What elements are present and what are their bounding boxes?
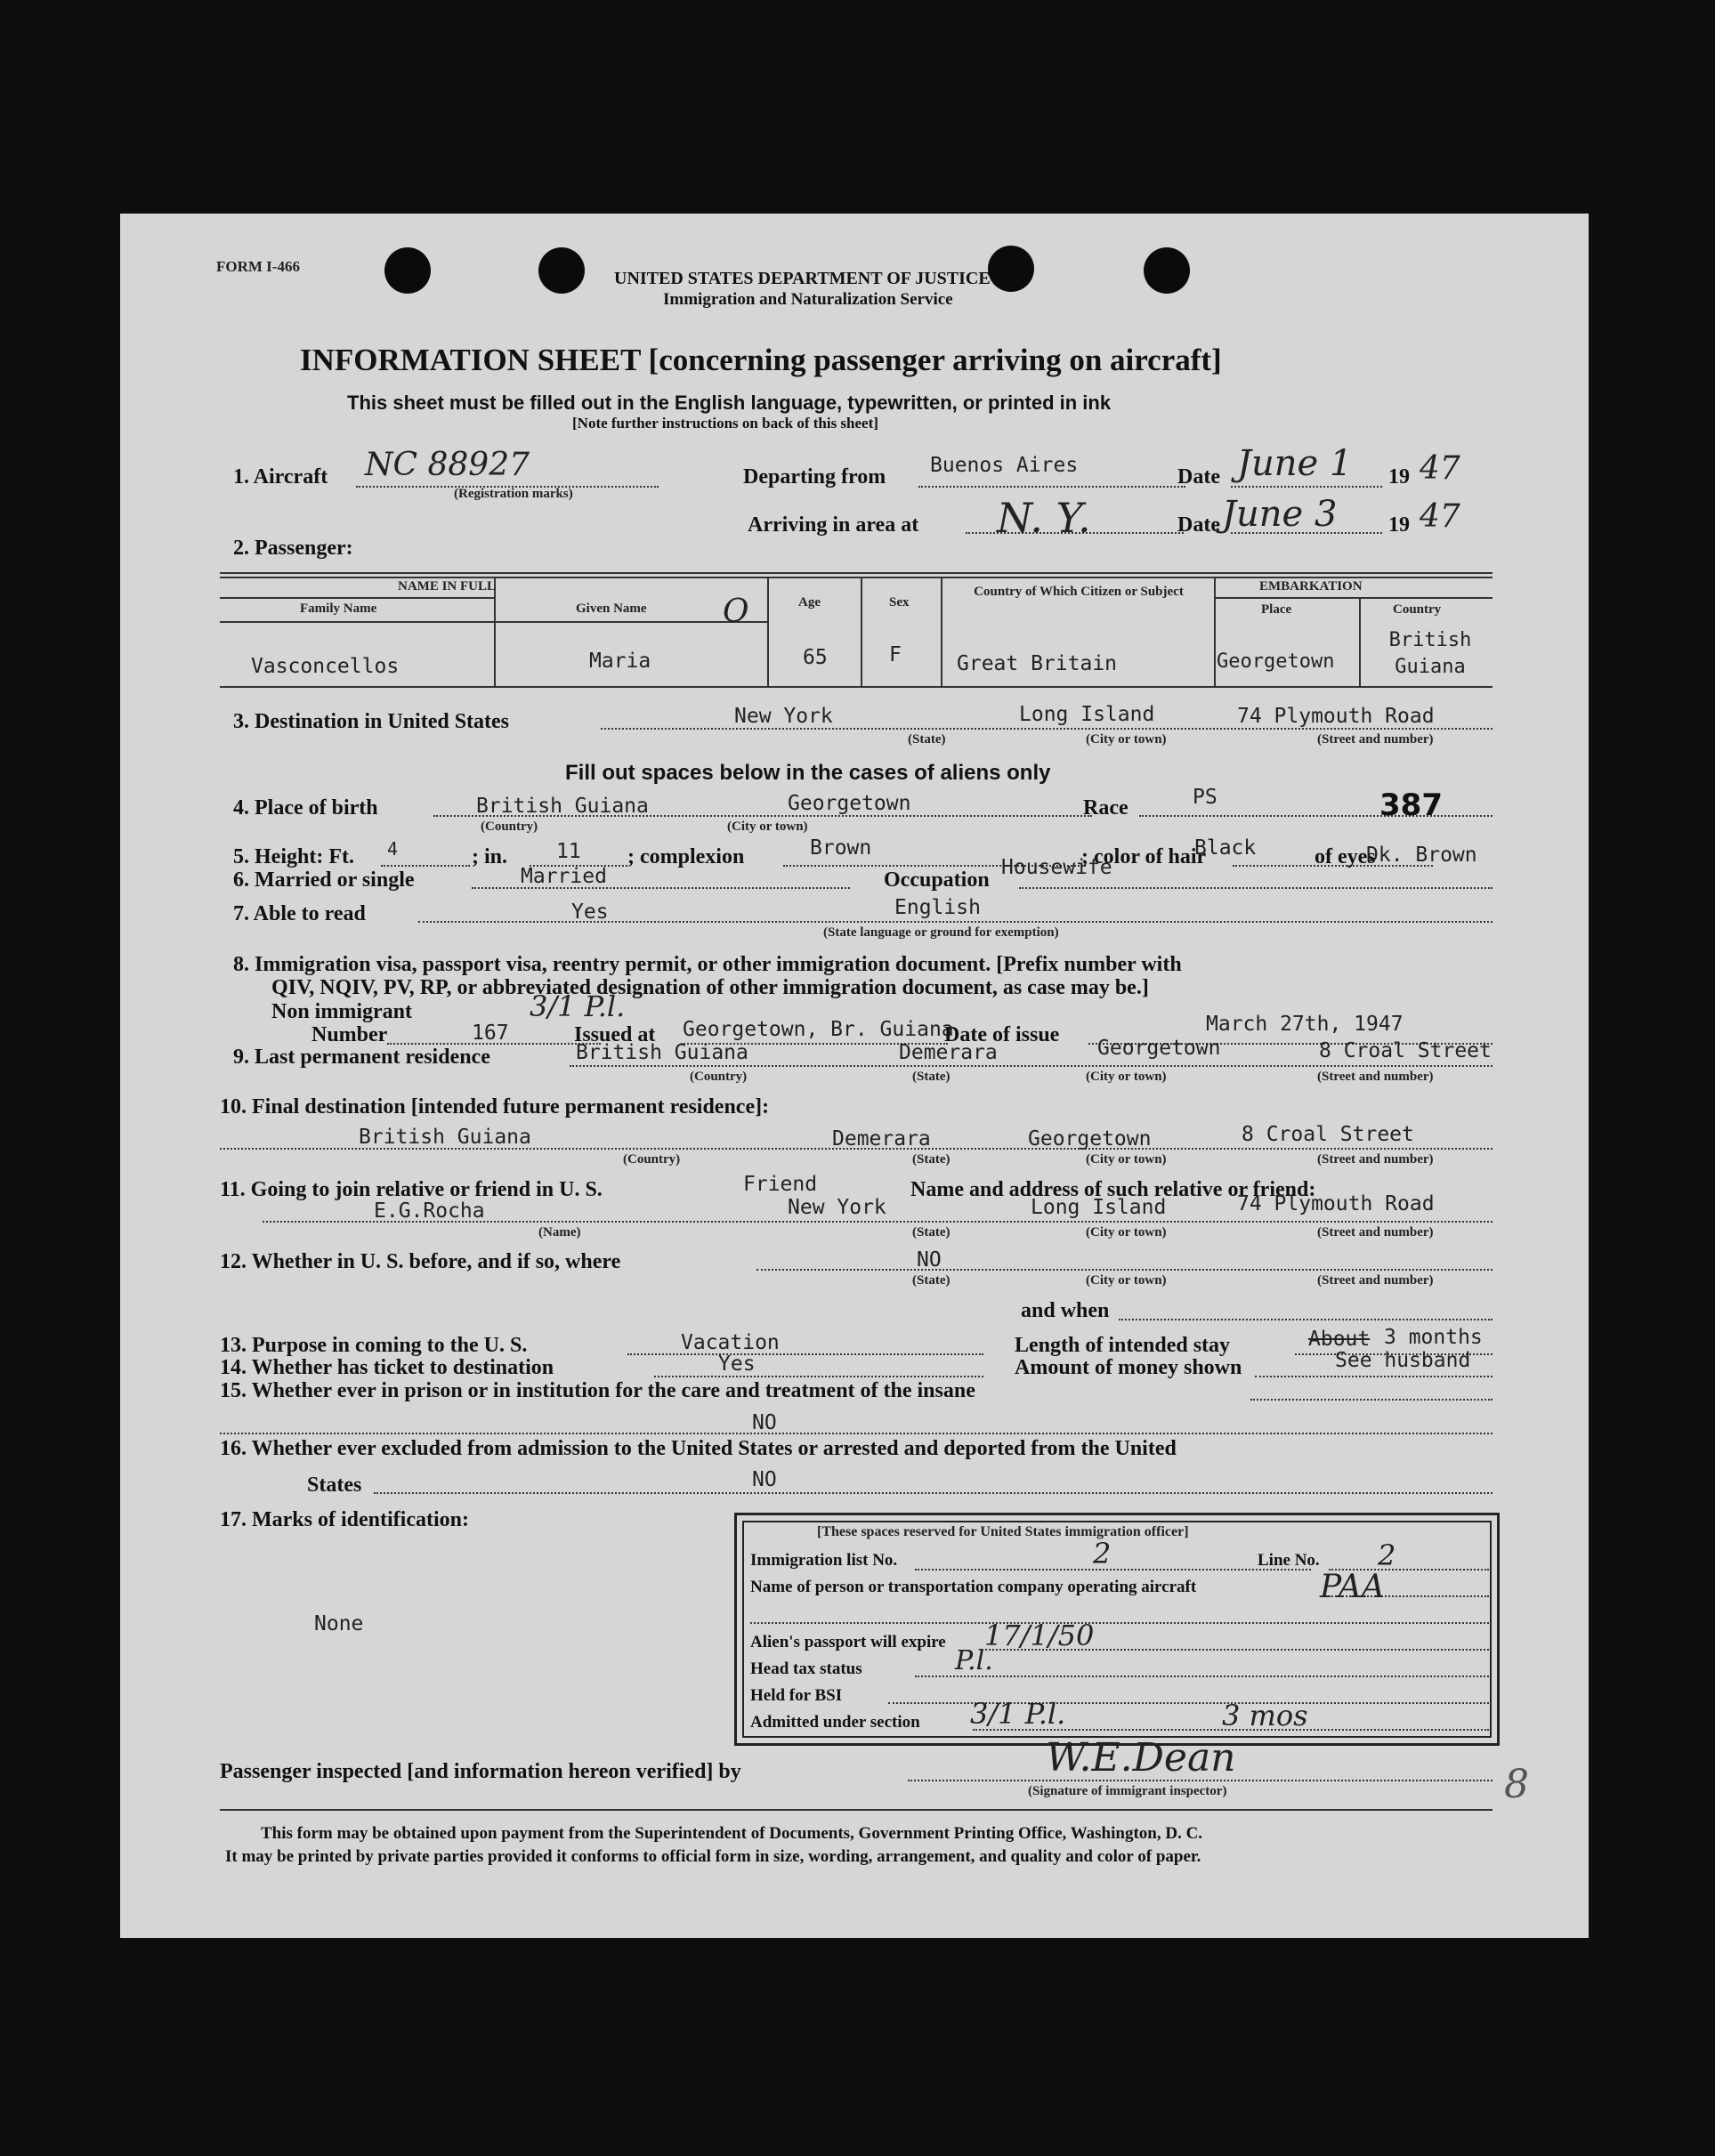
- relative-state: New York: [788, 1196, 886, 1219]
- race-value: PS: [1193, 786, 1217, 809]
- passenger-label: 2. Passenger:: [233, 537, 353, 560]
- last-residence-label: 9. Last permanent residence: [233, 1046, 490, 1069]
- prison-line: [1250, 1399, 1493, 1401]
- header-embarkation: EMBARKATION: [1259, 579, 1363, 594]
- language-caption: (State language or ground for exemption): [823, 925, 1059, 940]
- given-name-mark: O: [723, 594, 749, 630]
- header-name-in-full: NAME IN FULL: [398, 579, 497, 594]
- date-issue-value: March 27th, 1947: [1206, 1013, 1404, 1036]
- section-label: Admitted under section: [750, 1713, 920, 1732]
- family-name-value: Vasconcellos: [251, 655, 400, 678]
- head-tax-value: P.l.: [955, 1645, 993, 1676]
- form-instruction: This sheet must be filled out in the English language, typewritten, or printed in ink: [347, 392, 1112, 414]
- destination-label: 3. Destination in United States: [233, 710, 510, 733]
- final-destination-city: Georgetown: [1028, 1127, 1152, 1151]
- excluded-label-2: States: [307, 1474, 362, 1497]
- previous-visit-line: [756, 1269, 1493, 1271]
- street-caption: (Street and number): [1317, 1225, 1434, 1239]
- last-residence-line: [570, 1065, 1493, 1067]
- marital-value: Married: [521, 865, 607, 888]
- identification-label: 17. Marks of identification:: [220, 1508, 469, 1531]
- list-value: 2: [1093, 1537, 1112, 1571]
- complexion-value: Brown: [810, 836, 872, 860]
- relative-name-label: Name and address of such relative or friend:: [910, 1178, 1316, 1201]
- header-sex: Sex: [889, 595, 910, 610]
- read-label: 7. Able to read: [233, 902, 366, 925]
- ticket-line: [654, 1376, 983, 1377]
- passenger-table: [220, 572, 1493, 688]
- city-caption: (City or town): [1086, 1152, 1167, 1167]
- country-caption: (Country): [690, 1070, 748, 1084]
- service-name: Immigration and Naturalization Service: [663, 290, 953, 309]
- arrive-year-prefix: 19: [1388, 513, 1410, 537]
- prison-label: 15. Whether ever in prison or in institution for the care and treatment of the insane: [220, 1379, 975, 1402]
- excluded-value: NO: [752, 1468, 777, 1491]
- race-label: Race: [1083, 796, 1129, 820]
- list-line: [915, 1569, 1311, 1571]
- prison-value: NO: [752, 1411, 777, 1434]
- officer-box: [734, 1513, 1500, 1746]
- prison-line-2: [220, 1433, 1493, 1434]
- stay-struck-value: About: [1308, 1328, 1371, 1351]
- aircraft-value: NC 88927: [365, 447, 530, 483]
- occupation-line: [1019, 887, 1493, 889]
- punch-hole: [988, 246, 1034, 292]
- departing-value: Buenos Aires: [930, 454, 1079, 477]
- last-residence-country: British Guiana: [576, 1041, 748, 1064]
- feet-line: [381, 865, 470, 867]
- street-caption: (Street and number): [1317, 1152, 1434, 1167]
- complexion-label: ; complexion: [627, 845, 745, 868]
- signature-caption: (Signature of immigrant inspector): [1028, 1784, 1227, 1798]
- form-note: [Note further instructions on back of this sheet]: [572, 415, 878, 432]
- depart-year-prefix: 19: [1388, 465, 1410, 489]
- money-line: [1255, 1376, 1493, 1377]
- arrive-year-value: 47: [1420, 498, 1460, 535]
- last-residence-city: Georgetown: [1097, 1037, 1221, 1060]
- height-label: 5. Height: Ft.: [233, 845, 354, 868]
- operator-value: PAA: [1320, 1569, 1385, 1605]
- final-destination-state: Demerara: [832, 1127, 931, 1151]
- destination-line: [601, 728, 1493, 730]
- non-immigrant-label: Non immigrant: [271, 1000, 412, 1023]
- inspector-signature: W.E.Dean: [1046, 1735, 1236, 1781]
- eyes-value: Dk. Brown: [1366, 844, 1477, 867]
- street-caption: (Street and number): [1317, 1273, 1434, 1288]
- bsi-label: Held for BSI: [750, 1686, 843, 1705]
- relative-street: 74 Plymouth Road: [1237, 1192, 1435, 1215]
- department-name: UNITED STATES DEPARTMENT OF JUSTICE: [614, 269, 991, 288]
- margin-mark: 8: [1504, 1762, 1529, 1807]
- excluded-line: [374, 1492, 1493, 1494]
- line-label: Line No.: [1258, 1551, 1320, 1570]
- form-title: INFORMATION SHEET [concerning passenger arriving on aircraft]: [300, 343, 1222, 377]
- state-caption: (State): [912, 1273, 951, 1288]
- head-tax-line: [915, 1676, 1489, 1677]
- final-destination-country: British Guiana: [359, 1126, 531, 1149]
- state-caption: (State): [912, 1152, 951, 1167]
- registration-caption: (Registration marks): [454, 487, 573, 501]
- departing-line: [918, 486, 1185, 488]
- header-age: Age: [798, 595, 821, 610]
- header-family-name: Family Name: [300, 602, 377, 616]
- officer-blank-line: [750, 1622, 1489, 1624]
- visa-number: 167: [472, 1021, 509, 1045]
- passport-expire-label: Alien's passport will expire: [750, 1633, 946, 1651]
- identification-value: None: [314, 1612, 364, 1635]
- occupation-label: Occupation: [884, 868, 990, 892]
- punch-hole: [1144, 247, 1190, 294]
- city-caption: (City or town): [1086, 1225, 1167, 1239]
- purpose-value: Vacation: [681, 1331, 780, 1354]
- inches-label: ; in.: [472, 845, 508, 868]
- hair-value: Black: [1194, 836, 1257, 860]
- punch-hole: [384, 247, 431, 294]
- occupation-value: Housewife: [1001, 856, 1112, 879]
- state-caption: (State): [912, 1070, 951, 1084]
- ticket-label: 14. Whether has ticket to destination: [220, 1356, 554, 1379]
- issued-at-label: Issued at: [574, 1023, 656, 1046]
- final-destination-street: 8 Croal Street: [1242, 1123, 1414, 1146]
- read-language: English: [894, 896, 981, 919]
- stay-value: 3 months: [1384, 1326, 1483, 1349]
- money-value: See husband: [1335, 1349, 1471, 1372]
- header-country: Country of Which Citizen or Subject: [974, 585, 1184, 599]
- birth-city: Georgetown: [788, 792, 911, 815]
- destination-street: 74 Plymouth Road: [1237, 705, 1435, 728]
- birthplace-label: 4. Place of birth: [233, 796, 378, 820]
- country-caption: (Country): [623, 1152, 681, 1167]
- city-caption: (City or town): [1086, 732, 1167, 747]
- aliens-heading: Fill out spaces below in the cases of aliens only: [565, 761, 1051, 785]
- when-line: [1119, 1319, 1493, 1320]
- departing-label: Departing from: [743, 465, 886, 489]
- excluded-label: 16. Whether ever excluded from admission to the United States or arrested and deported from the United: [220, 1437, 1177, 1460]
- operator-label: Name of person or transportation company operating aircraft: [750, 1578, 1197, 1596]
- depart-date-label: Date: [1177, 465, 1220, 489]
- visa-label: 8. Immigration visa, passport visa, reentry permit, or other immigration document. [Prefix number with: [233, 953, 1182, 976]
- height-inches: 11: [556, 840, 581, 863]
- visa-number-label: Number: [311, 1023, 388, 1046]
- when-label: and when: [1021, 1299, 1110, 1322]
- hair-label: ; color of hair: [1081, 845, 1207, 868]
- embarkation-country-value: British Guiana: [1388, 629, 1472, 678]
- arriving-value: N. Y.: [997, 494, 1091, 542]
- header-emb-country: Country: [1393, 602, 1442, 617]
- join-relative-value: Friend: [743, 1173, 818, 1196]
- city-caption: (City or town): [1086, 1070, 1167, 1084]
- destination-city: Long Island: [1019, 703, 1155, 726]
- footer-line-2: It may be printed by private parties provided it conforms to official form in size, wording, arrangement, and quality and color of paper.: [225, 1847, 1201, 1866]
- eyes-label: of eyes: [1315, 845, 1376, 868]
- arriving-label: Arriving in area at: [748, 513, 919, 537]
- destination-state: New York: [734, 705, 833, 728]
- purpose-label: 13. Purpose in coming to the U. S.: [220, 1334, 528, 1357]
- last-residence-street: 8 Croal Street: [1319, 1039, 1492, 1062]
- arrive-date-label: Date: [1177, 513, 1220, 537]
- head-tax-label: Head tax status: [750, 1659, 862, 1678]
- street-caption: (Street and number): [1317, 1070, 1434, 1084]
- inspection-label: Passenger inspected [and information hereon verified] by: [220, 1760, 741, 1783]
- country-caption: (Country): [481, 820, 538, 834]
- depart-year-value: 47: [1420, 450, 1460, 487]
- depart-date-line: [1231, 486, 1382, 488]
- aircraft-label: 1. Aircraft: [233, 465, 328, 489]
- depart-date-value: June 1: [1237, 443, 1353, 484]
- header-given-name: Given Name: [576, 602, 647, 616]
- section-value: 3/1 P.l.: [970, 1697, 1066, 1731]
- last-residence-state: Demerara: [899, 1041, 998, 1064]
- footer-rule: [220, 1809, 1493, 1811]
- form-sheet: [120, 214, 1589, 1938]
- given-name-value: Maria: [589, 650, 651, 673]
- punch-hole: [538, 247, 585, 294]
- street-caption: (Street and number): [1317, 732, 1434, 747]
- visa-label-2: QIV, NQIV, PV, RP, or abbreviated designation of other immigration document, as case may be.]: [271, 976, 1149, 999]
- sex-value: F: [889, 643, 902, 666]
- ticket-value: Yes: [718, 1353, 756, 1376]
- age-value: 65: [803, 646, 828, 669]
- embarkation-place-value: Georgetown: [1217, 650, 1335, 673]
- relative-city: Long Island: [1031, 1196, 1167, 1219]
- birth-country: British Guiana: [476, 795, 649, 818]
- date-issue-label: Date of issue: [944, 1023, 1060, 1046]
- money-label: Amount of money shown: [1015, 1356, 1242, 1379]
- join-relative-label: 11. Going to join relative or friend in U. S.: [220, 1178, 603, 1201]
- read-value: Yes: [571, 900, 609, 924]
- form-number: FORM I-466: [216, 258, 300, 275]
- previous-visit-value: NO: [917, 1248, 942, 1272]
- relative-name: E.G.Rocha: [374, 1199, 485, 1223]
- section-term: 3 mos: [1222, 1699, 1308, 1732]
- officer-box-title: [These spaces reserved for United States immigration officer]: [817, 1524, 1189, 1539]
- marital-label: 6. Married or single: [233, 868, 415, 892]
- final-destination-label: 10. Final destination [intended future permanent residence]:: [220, 1095, 770, 1118]
- visa-mark: 3/1 P.l.: [530, 989, 626, 1023]
- state-caption: (State): [908, 732, 946, 747]
- header-place: Place: [1261, 602, 1292, 617]
- city-caption: (City or town): [727, 820, 808, 834]
- list-label: Immigration list No.: [750, 1551, 898, 1570]
- arrive-date-value: June 3: [1222, 494, 1338, 535]
- city-caption: (City or town): [1086, 1273, 1167, 1288]
- passport-expire-value: 17/1/50: [984, 1619, 1095, 1652]
- state-caption: (State): [912, 1225, 951, 1239]
- race-code: 387: [1379, 787, 1443, 823]
- previous-visit-label: 12. Whether in U. S. before, and if so, where: [220, 1250, 621, 1273]
- stay-label: Length of intended stay: [1015, 1334, 1231, 1357]
- footer-line-1: This form may be obtained upon payment from the Superintendent of Documents, Government Printing Office, Washington, D. C.: [261, 1824, 1203, 1843]
- height-feet: 4: [387, 838, 399, 860]
- name-caption: (Name): [538, 1225, 581, 1239]
- citizen-country-value: Great Britain: [957, 652, 1118, 675]
- line-value: 2: [1378, 1538, 1396, 1572]
- issued-at-value: Georgetown, Br. Guiana: [683, 1018, 954, 1041]
